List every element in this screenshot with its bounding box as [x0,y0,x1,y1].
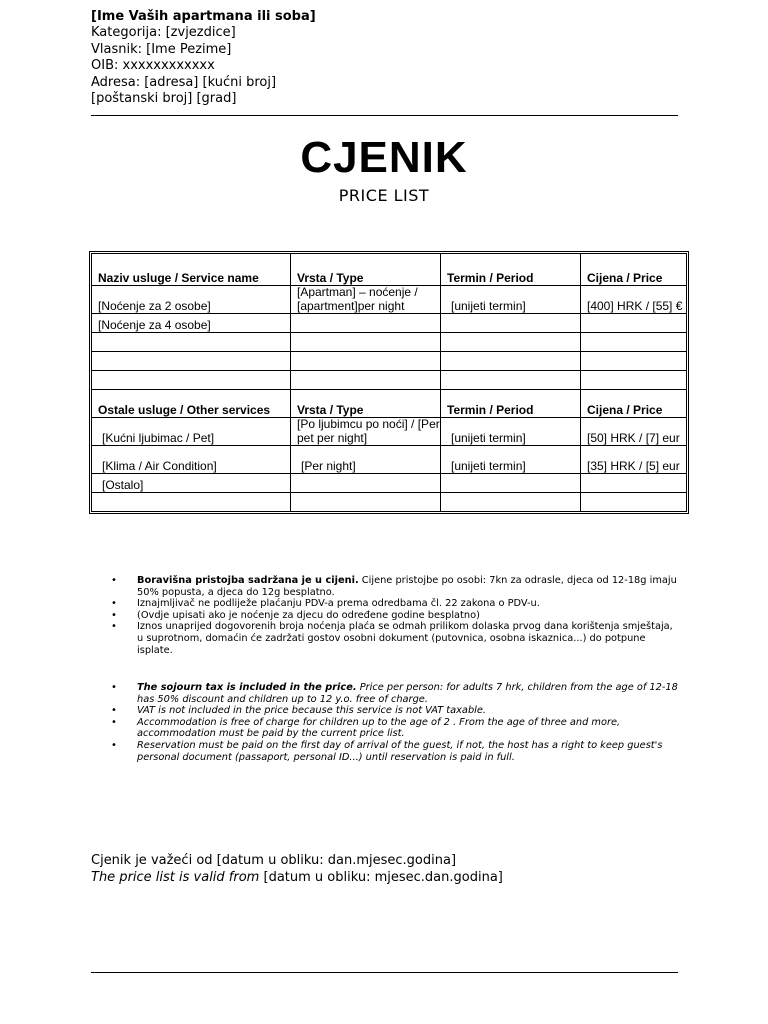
validity-en-rest: [datum u obliku: mjesec.dan.godina] [259,869,503,885]
note-text: Price per person: for adults 7 hrk, children from the age of 12-18 has 50% discount and children up to 12 y.o. free of charge. [137,682,678,705]
table-cell [291,493,441,512]
header-cell: Vrsta / Type [291,254,441,286]
header-cell: Naziv usluge / Service name [92,254,291,286]
table-cell: [50] HRK / [7] eur [581,418,687,446]
table-cell: [Klima / Air Condition] [92,446,291,474]
table-row [92,286,687,314]
table-cell: [Apartman] – noćenje / [apartment]per night [291,286,441,314]
bottom-divider [91,972,678,973]
table-cell [441,371,581,390]
table-cell: [Noćenje za 2 osobe] [92,286,291,314]
table-cell [441,493,581,512]
table-cell [291,474,441,493]
category-line: Kategorija: [zvjezdice] [91,25,236,41]
header-cell: Termin / Period [441,390,581,418]
table-cell: [unijeti termin] [441,286,581,314]
table-cell: [Kućni ljubimac / Pet] [92,418,291,446]
table-cell: [unijeti termin] [441,446,581,474]
table-cell [291,371,441,390]
table-cell [92,352,291,371]
page-title: CJENIK [300,133,468,182]
table-row [92,314,687,333]
note-bold: The sojourn tax is included in the price. [137,682,357,693]
table-row [92,493,687,512]
list-item: • Reservation must be paid on the first day of arrival of the guest, if not, the host has a right to keep guest's personal document (passaport, personal ID...) until reservation is paid in full. [111,740,681,763]
header-cell: Cijena / Price [581,254,687,286]
notes-english [111,682,681,763]
table-cell [441,314,581,333]
table-cell: [400] HRK / [55] € [581,286,687,314]
table-cell [581,493,687,512]
table-row [92,474,687,493]
document-header [91,9,316,107]
table-cell [92,371,291,390]
table-cell: [35] HRK / [5] eur [581,446,687,474]
table-cell [441,333,581,352]
list-item [111,682,681,705]
top-divider [91,115,678,116]
validity-statement [91,853,503,886]
header-cell: Ostale usluge / Other services [92,390,291,418]
table-cell [291,314,441,333]
validity-en [91,870,503,887]
header-cell: Vrsta / Type [291,390,441,418]
table-cell [291,352,441,371]
list-item: • (Ovdje upisati ako je noćenje za djecu do određene godine besplatno) [111,610,681,622]
address-line: Adresa: [adresa] [kućni broj] [91,74,277,90]
table-cell [581,474,687,493]
list-item: • Accommodation is free of charge for children up to the age of 2 . From the age of three and more, accommodation must be paid by the current price list. [111,717,681,740]
table-cell [581,314,687,333]
page-subtitle: PRICE LIST [338,186,430,205]
table-cell [92,493,291,512]
table-cell: [Po ljubimcu po noći] / [Per pet per night] [291,418,441,446]
table-cell [92,333,291,352]
other-header-row [92,390,687,418]
table-cell [581,371,687,390]
table-row [92,371,687,390]
table-row [92,333,687,352]
oib-line: OIB: xxxxxxxxxxxx [91,58,215,74]
list-item: • Iznos unaprijed dogovorenih broja noćenja plaća se odmah prilikom dolaska prvog dana korištenja smještaja, u suprotnom, domaćin će zadržati gostov osobni dokument (putovnica, osobna iskaznica...) do potpune isplate. [111,621,681,656]
table-cell [291,333,441,352]
notes-croatian [111,575,681,656]
table-row [92,446,687,474]
table-row [92,352,687,371]
price-table [91,253,687,512]
table-cell: [Ostalo] [92,474,291,493]
city-line: [poštanski broj] [grad] [91,91,237,107]
table-cell [581,352,687,371]
list-item: • VAT is not included in the price because this service is not VAT taxable. [111,705,681,717]
table-header-row [92,254,687,286]
list-item: • Iznajmljivač ne podliježe plaćanju PDV-a prema odredbama čl. 22 zakona o PDV-u. [111,598,681,610]
validity-hr: Cjenik je važeći od [datum u obliku: dan.mjesec.godina] [91,853,457,868]
table-cell [581,333,687,352]
table-cell [441,474,581,493]
price-table-frame [89,251,689,514]
validity-en-italic: The price list is valid from [91,869,260,885]
note-bold: Boravišna pristojba sadržana je u cijeni. [137,575,359,586]
list-item [111,575,681,598]
business-name: [Ime Vaših apartmana ili soba] [91,9,316,24]
header-cell: Termin / Period [441,254,581,286]
table-cell [441,352,581,371]
table-cell: [Noćenje za 4 osobe] [92,314,291,333]
table-cell: [unijeti termin] [441,418,581,446]
note-text: Cijene pristojbe po osobi: 7kn za odrasle, djeca od 12-18g imaju 50% popusta, a djeca do 12g besplatno. [137,575,677,598]
table-cell: [Per night] [291,446,441,474]
owner-line: Vlasnik: [Ime Pezime] [91,41,232,57]
table-row [92,418,687,446]
header-cell: Cijena / Price [581,390,687,418]
